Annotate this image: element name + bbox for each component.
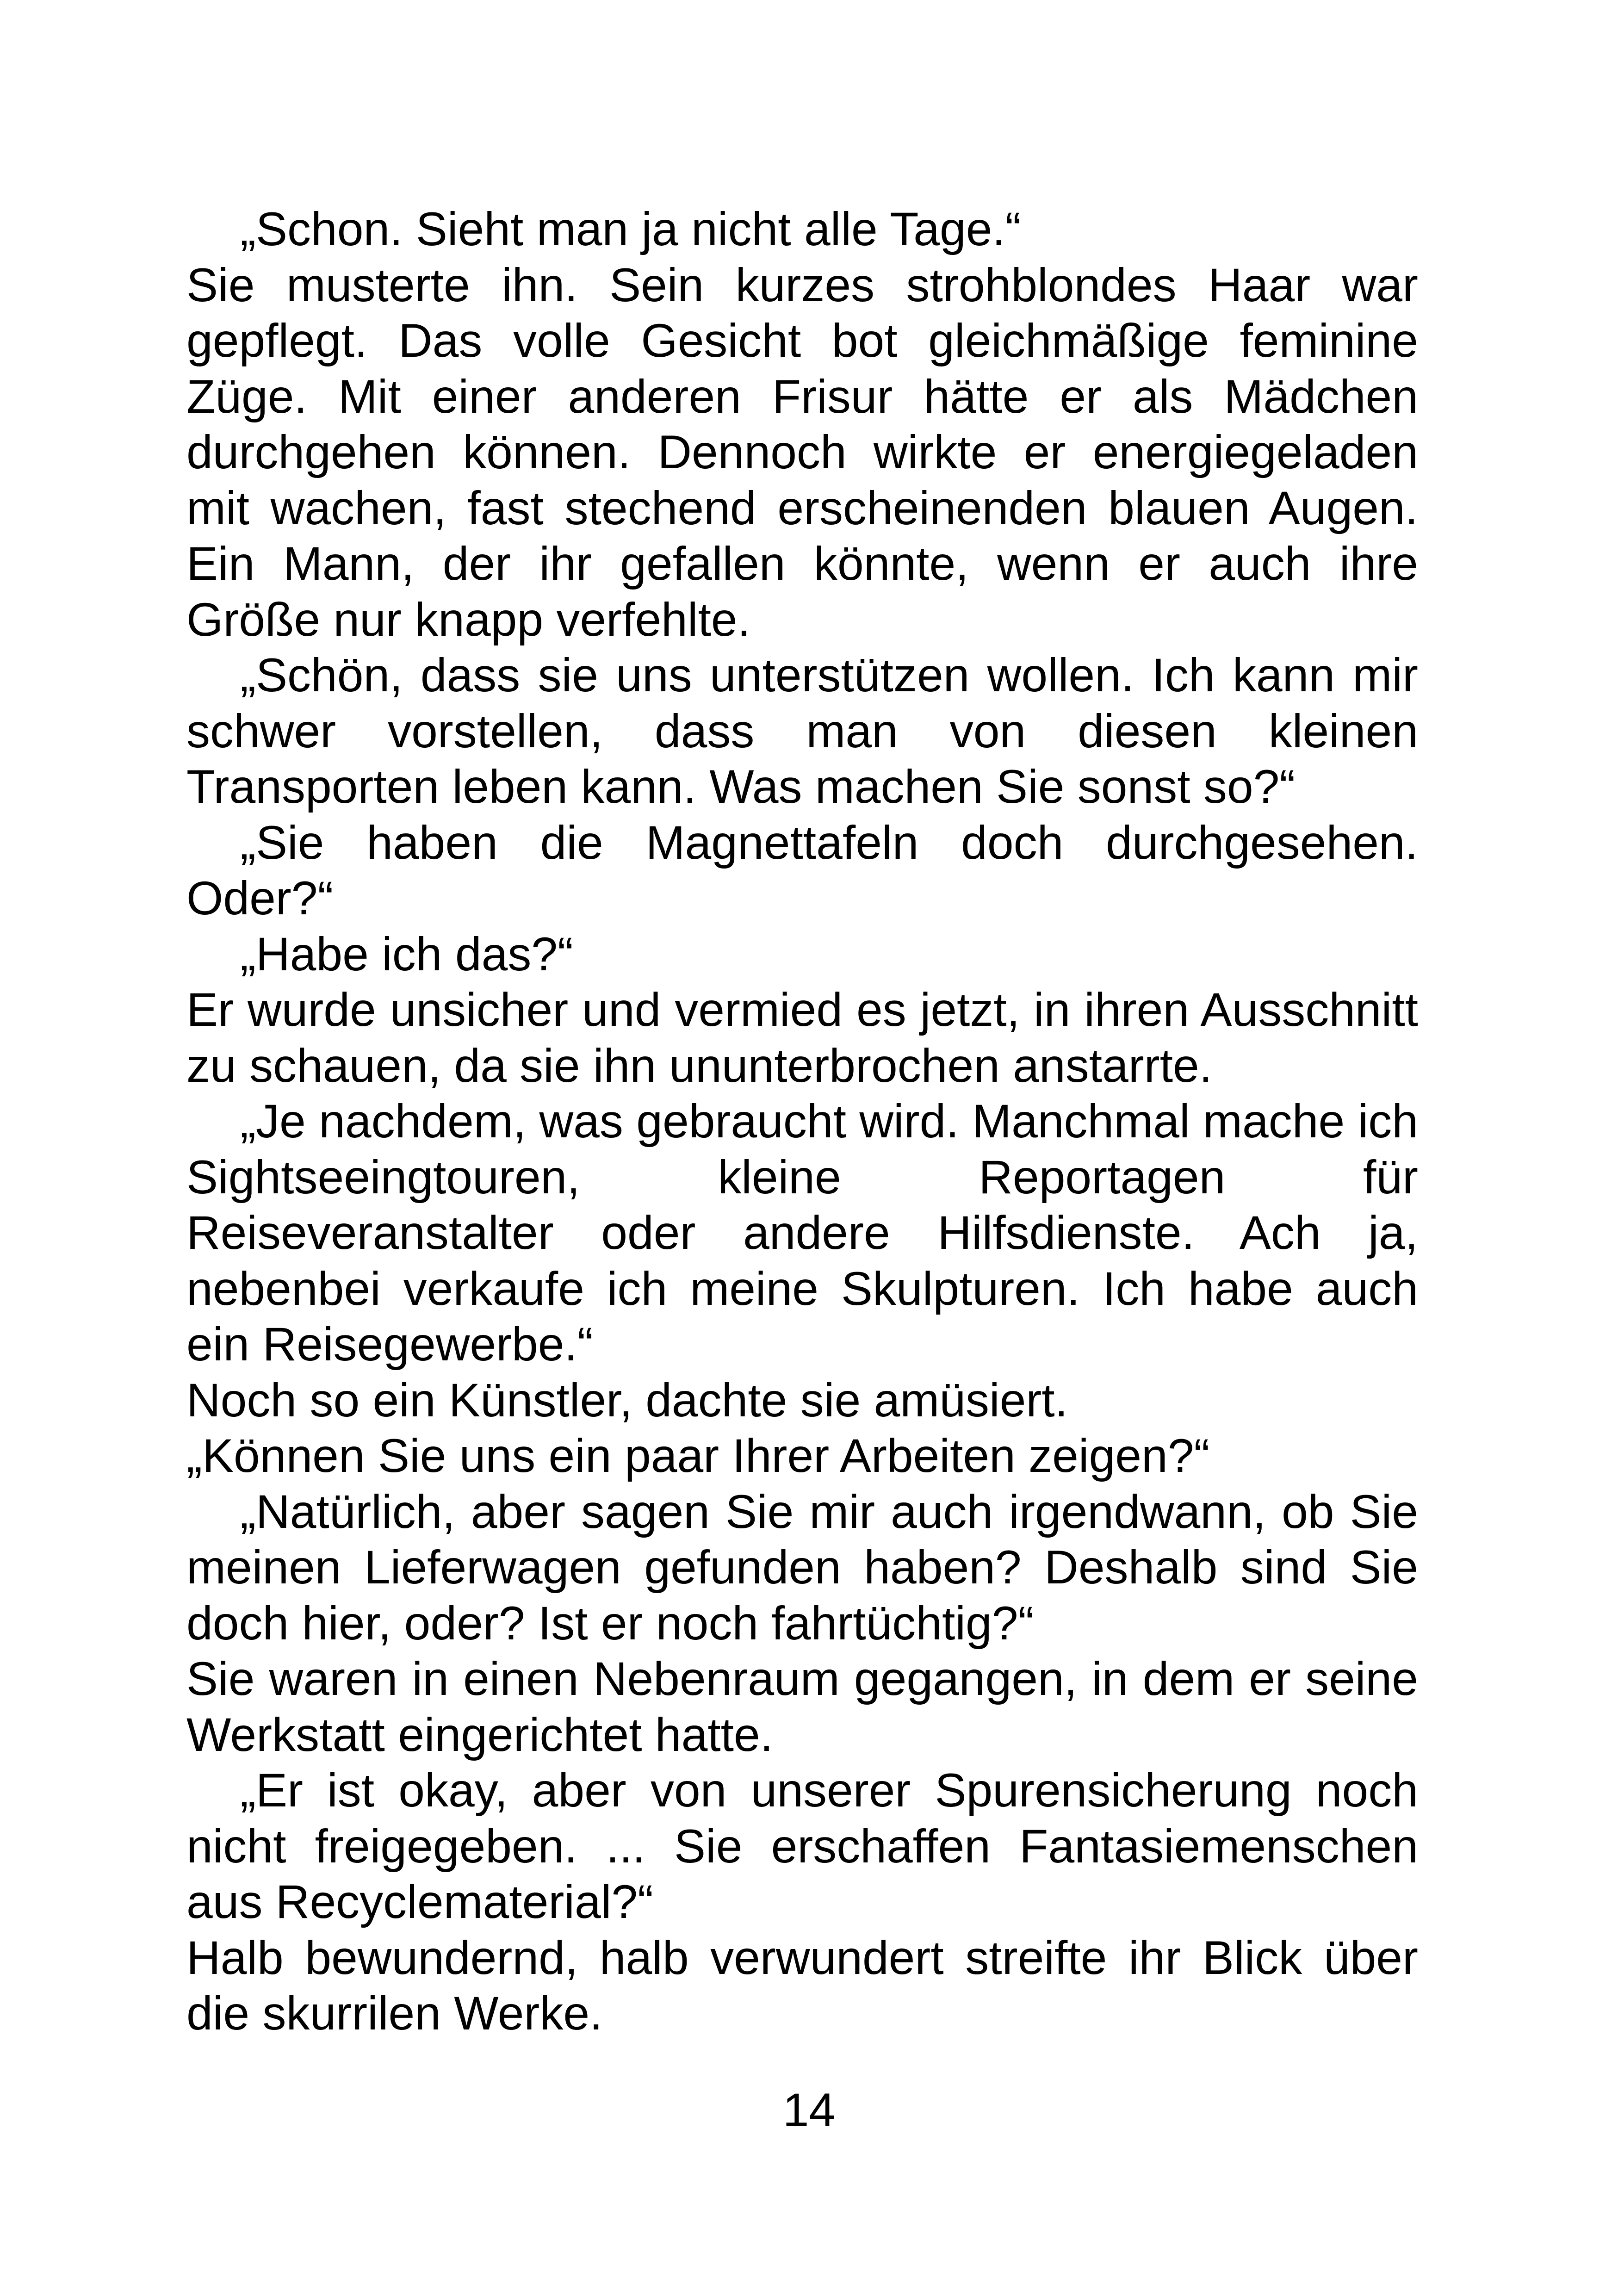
paragraph: Halb bewundernd, halb verwundert streifte ihr Blick über die skurrilen Werke. [186,1931,1418,2040]
paragraph: Noch so ein Künstler, dachte sie amüsiert. [186,1373,1068,1427]
paragraph: „Schön, dass sie uns unterstützen wollen. Ich kann mir schwer vorstellen, dass man von diesen kleinen Transporten leben kann. Was machen Sie sonst so?“ [186,649,1418,813]
paragraph: „Habe ich das?“ [240,927,574,980]
paragraph: „Schon. Sieht man ja nicht alle Tage.“ [240,203,1021,255]
paragraph: Sie waren in einen Nebenraum gegangen, in dem er seine Werkstatt eingerichtet hatte. [186,1652,1418,1761]
page-number: 14 [782,2084,836,2136]
paragraph: Er wurde unsicher und vermied es jetzt, in ihren Ausschnitt zu schauen, da sie ihn ununterbrochen anstarrte. [186,983,1418,1092]
paragraph: Sie musterte ihn. Sein kurzes strohblondes Haar war gepflegt. Das volle Gesicht bot gleichmäßige feminine Züge. Mit einer anderen Frisur hätte er als Mädchen durchgehen können. Dennoch wirkte er energiegeladen mit wachen, fast stechend erscheinenden blauen Augen. Ein Mann, der ihr gefallen könnte, wenn er auch ihre Größe nur knapp verfehlte. [186,258,1418,646]
paragraph: „Je nachdem, was gebraucht wird. Manchmal mache ich Sightseeingtouren, kleine Reportagen für Reiseveranstalter oder andere Hilfsdienste. Ach ja, nebenbei verkaufe ich meine Skulpturen. Ich habe auch ein Reisegewerbe.“ [186,1095,1418,1371]
paragraph: „Natürlich, aber sagen Sie mir auch irgendwann, ob Sie meinen Lieferwagen gefunden haben? Deshalb sind Sie doch hier, oder? Ist er noch fahrtüchtig?“ [186,1485,1418,1650]
page-text [186,201,1418,2042]
paragraph: „Können Sie uns ein paar Ihrer Arbeiten zeigen?“ [186,1429,1210,1482]
paragraph: „Sie haben die Magnettafeln doch durchgesehen. Oder?“ [186,816,1418,925]
paragraph: „Er ist okay, aber von unserer Spurensicherung noch nicht freigegeben. ... Sie erschaffen Fantasiemenschen aus Recyclematerial?“ [186,1764,1418,1928]
